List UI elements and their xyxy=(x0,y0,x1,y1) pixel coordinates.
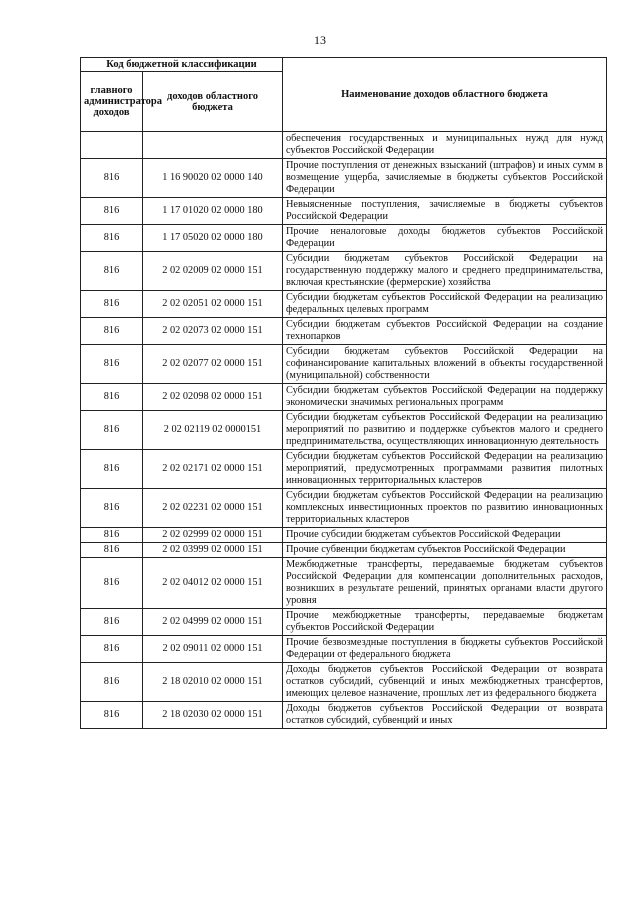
table-row xyxy=(81,528,607,543)
admin-cell: 816 xyxy=(81,558,143,609)
page-number: 13 xyxy=(314,33,326,47)
header-code-column: доходов областного бюджета xyxy=(143,72,283,132)
table-row xyxy=(81,450,607,489)
code-cell: 1 17 01020 02 0000 180 xyxy=(143,198,283,225)
admin-cell xyxy=(81,132,143,159)
header-name-column: Наименование доходов областного бюджета xyxy=(283,58,607,132)
table-row xyxy=(81,252,607,291)
admin-cell: 816 xyxy=(81,411,143,450)
table-row xyxy=(81,411,607,450)
table-row xyxy=(81,198,607,225)
code-cell: 2 02 02098 02 0000 151 xyxy=(143,384,283,411)
code-cell xyxy=(143,132,283,159)
table-row xyxy=(81,318,607,345)
code-cell: 2 02 02999 02 0000 151 xyxy=(143,528,283,543)
name-cell: Субсидии бюджетам субъектов Российской Федерации на реализацию федеральных целевых программ xyxy=(283,291,607,318)
code-cell: 2 02 09011 02 0000 151 xyxy=(143,636,283,663)
code-cell: 2 02 02171 02 0000 151 xyxy=(143,450,283,489)
name-cell: обеспечения государственных и муниципальных нужд для нужд субъектов Российской Федерации xyxy=(283,132,607,159)
admin-cell: 816 xyxy=(81,528,143,543)
table-row xyxy=(81,159,607,198)
table-row xyxy=(81,345,607,384)
admin-cell: 816 xyxy=(81,384,143,411)
table-header xyxy=(81,58,607,132)
name-cell: Субсидии бюджетам субъектов Российской Федерации на реализацию комплексных инвестиционных проектов по развитию инновационных территориальных кластеров xyxy=(283,489,607,528)
header-group-title: Код бюджетной классификации xyxy=(81,58,283,72)
table-body xyxy=(81,132,607,729)
admin-cell: 816 xyxy=(81,609,143,636)
table-row xyxy=(81,384,607,411)
table-row xyxy=(81,543,607,558)
admin-cell: 816 xyxy=(81,543,143,558)
admin-cell: 816 xyxy=(81,225,143,252)
admin-cell: 816 xyxy=(81,318,143,345)
code-cell: 2 02 02077 02 0000 151 xyxy=(143,345,283,384)
code-cell: 2 02 04999 02 0000 151 xyxy=(143,609,283,636)
table-row xyxy=(81,702,607,729)
admin-cell: 816 xyxy=(81,345,143,384)
name-cell: Прочие поступления от денежных взысканий (штрафов) и иных сумм в возмещение ущерба, зачисляемые в бюджеты субъектов Российской Федерации xyxy=(283,159,607,198)
table-row xyxy=(81,132,607,159)
admin-cell: 816 xyxy=(81,159,143,198)
table-row xyxy=(81,558,607,609)
code-cell: 1 16 90020 02 0000 140 xyxy=(143,159,283,198)
name-cell: Субсидии бюджетам субъектов Российской Федерации на реализацию мероприятий по развитию и поддержке субъектов малого и среднего предпринимательства, осуществляющих инновационную деятельность xyxy=(283,411,607,450)
code-cell: 2 02 02119 02 0000151 xyxy=(143,411,283,450)
table-row xyxy=(81,225,607,252)
code-cell: 2 18 02010 02 0000 151 xyxy=(143,663,283,702)
budget-classification-table xyxy=(80,57,607,729)
table-row xyxy=(81,636,607,663)
name-cell: Прочие субвенции бюджетам субъектов Российской Федерации xyxy=(283,543,607,558)
name-cell: Субсидии бюджетам субъектов Российской Федерации на государственную поддержку малого и среднего предпринимательства, включая крестьянские (фермерские) хозяйства xyxy=(283,252,607,291)
admin-cell: 816 xyxy=(81,489,143,528)
code-cell: 2 02 04012 02 0000 151 xyxy=(143,558,283,609)
code-cell: 2 18 02030 02 0000 151 xyxy=(143,702,283,729)
code-cell: 2 02 02009 02 0000 151 xyxy=(143,252,283,291)
name-cell: Доходы бюджетов субъектов Российской Федерации от возврата остатков субсидий, субвенций и иных межбюджетных трансфертов, имеющих целевое назначение, прошлых лет из федерального бюджета xyxy=(283,663,607,702)
admin-cell: 816 xyxy=(81,291,143,318)
name-cell: Доходы бюджетов субъектов Российской Федерации от возврата остатков субсидий, субвенций и иных xyxy=(283,702,607,729)
admin-cell: 816 xyxy=(81,636,143,663)
name-cell: Межбюджетные трансферты, передаваемые бюджетам субъектов Российской Федерации для компенсации дополнительных расходов, возникших в результате решений, принятых органами власти другого уровня xyxy=(283,558,607,609)
admin-cell: 816 xyxy=(81,663,143,702)
code-cell: 2 02 02073 02 0000 151 xyxy=(143,318,283,345)
table-row xyxy=(81,489,607,528)
admin-cell: 816 xyxy=(81,450,143,489)
code-cell: 2 02 03999 02 0000 151 xyxy=(143,543,283,558)
admin-cell: 816 xyxy=(81,702,143,729)
name-cell: Прочие межбюджетные трансферты, передаваемые бюджетам субъектов Российской Федерации xyxy=(283,609,607,636)
code-cell: 1 17 05020 02 0000 180 xyxy=(143,225,283,252)
admin-cell: 816 xyxy=(81,198,143,225)
table-row xyxy=(81,291,607,318)
table-row xyxy=(81,663,607,702)
name-cell: Прочие субсидии бюджетам субъектов Российской Федерации xyxy=(283,528,607,543)
code-cell: 2 02 02051 02 0000 151 xyxy=(143,291,283,318)
name-cell: Прочие неналоговые доходы бюджетов субъектов Российской Федерации xyxy=(283,225,607,252)
name-cell: Субсидии бюджетам субъектов Российской Федерации на поддержку экономически значимых региональных программ xyxy=(283,384,607,411)
header-admin-column: главного администратора доходов xyxy=(81,72,143,132)
admin-cell: 816 xyxy=(81,252,143,291)
name-cell: Субсидии бюджетам субъектов Российской Федерации на реализацию мероприятий, предусмотренных программами развития пилотных инновационных территориальных кластеров xyxy=(283,450,607,489)
table-row xyxy=(81,609,607,636)
name-cell: Невыясненные поступления, зачисляемые в бюджеты субъектов Российской Федерации xyxy=(283,198,607,225)
code-cell: 2 02 02231 02 0000 151 xyxy=(143,489,283,528)
name-cell: Субсидии бюджетам субъектов Российской Федерации на софинансирование капитальных вложений в объекты государственной (муниципальной) собственности xyxy=(283,345,607,384)
name-cell: Прочие безвозмездные поступления в бюджеты субъектов Российской Федерации от федерального бюджета xyxy=(283,636,607,663)
name-cell: Субсидии бюджетам субъектов Российской Федерации на создание технопарков xyxy=(283,318,607,345)
